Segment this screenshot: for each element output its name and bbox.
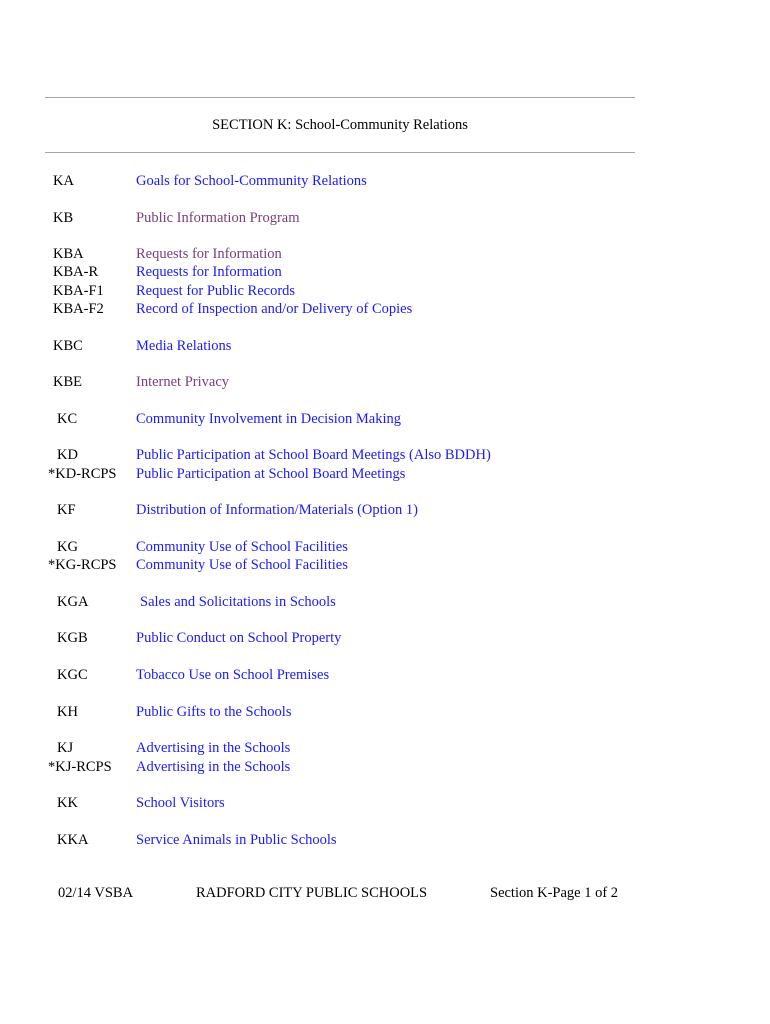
policy-code: *KJ-RCPS [48,758,112,775]
policy-row [0,758,770,776]
policy-code: *KG-RCPS [48,557,117,574]
policy-code: KC [57,410,78,427]
policy-row [0,245,770,263]
policy-code: KJ [57,740,74,757]
policy-row [0,593,770,611]
policy-link[interactable]: Goals for School-Community Relations [136,173,367,189]
policy-link[interactable]: Public Information Program [136,209,300,226]
policy-row [0,739,770,757]
policy-link[interactable]: Community Use of School Facilities [136,557,348,574]
policy-link[interactable]: Internet Privacy [136,374,230,391]
policy-row [0,465,770,483]
footer-revision: 02/14 VSBA [58,885,134,901]
policy-link[interactable]: Public Participation at School Board Meetings (Also BDDH) [136,447,491,464]
policy-row [0,337,770,355]
bottom-rule [45,152,635,153]
policy-link[interactable]: School Visitors [136,795,225,812]
policy-code: KBA [53,246,84,263]
policy-link[interactable]: Advertising in the Schools [136,758,291,775]
policy-link[interactable]: Public Gifts to the Schools [136,703,292,720]
policy-row [0,172,770,190]
policy-row [0,629,770,647]
policy-link[interactable]: Advertising in the Schools [136,740,291,757]
policy-list [0,172,770,849]
policy-code: KBC [53,337,83,354]
policy-link[interactable]: Requests for Information [136,264,282,281]
policy-row [0,209,770,227]
policy-code: KKA [57,831,89,848]
policy-link[interactable]: Public Participation at School Board Meetings [136,465,406,482]
policy-code: KGC [57,667,88,684]
policy-link[interactable]: Service Animals in Public Schools [136,831,337,848]
policy-row [0,538,770,556]
policy-row [0,794,770,812]
policy-link[interactable]: Community Involvement in Decision Making [136,410,402,427]
footer-organization: RADFORD CITY PUBLIC SCHOOLS [196,885,428,901]
policy-link[interactable]: Sales and Solicitations in Schools [140,593,336,610]
policy-code: KK [57,795,78,812]
policy-row [0,263,770,281]
policy-code: KB [53,209,74,226]
policy-code: KBA-R [53,264,99,281]
policy-link[interactable]: Requests for Information [136,246,282,263]
policy-row [0,556,770,574]
policy-code: KBA-F2 [53,301,104,318]
policy-row [0,373,770,391]
policy-code: KG [57,538,78,555]
policy-row [0,501,770,519]
policy-code: KBE [53,374,82,391]
policy-link[interactable]: Community Use of School Facilities [136,538,348,555]
policy-link[interactable]: Media Relations [136,337,232,354]
policy-link[interactable]: Tobacco Use on School Premises [136,667,330,684]
policy-code: KF [57,502,76,519]
top-rule [45,97,635,98]
policy-code: KD [57,447,78,464]
policy-code: *KD-RCPS [48,465,117,482]
policy-link[interactable]: Record of Inspection and/or Delivery of Copies [136,301,413,318]
policy-row [0,282,770,300]
policy-row [0,300,770,318]
policy-link[interactable]: Request for Public Records [136,282,296,299]
footer-page-number: Section K-Page 1 of 2 [490,885,619,901]
policy-row [0,703,770,721]
policy-code: KA [53,173,74,189]
policy-code: KBA-F1 [53,282,104,299]
policy-link[interactable]: Distribution of Information/Materials (Option 1) [136,502,418,519]
policy-row [0,410,770,428]
policy-row [0,831,770,849]
policy-code: KH [57,703,78,720]
policy-code: KGA [57,593,89,610]
policy-row [0,446,770,464]
policy-link[interactable]: Public Conduct on School Property [136,630,342,647]
policy-code: KGB [57,630,88,647]
policy-row [0,666,770,684]
section-title: SECTION K: School-Community Relations [212,117,468,133]
